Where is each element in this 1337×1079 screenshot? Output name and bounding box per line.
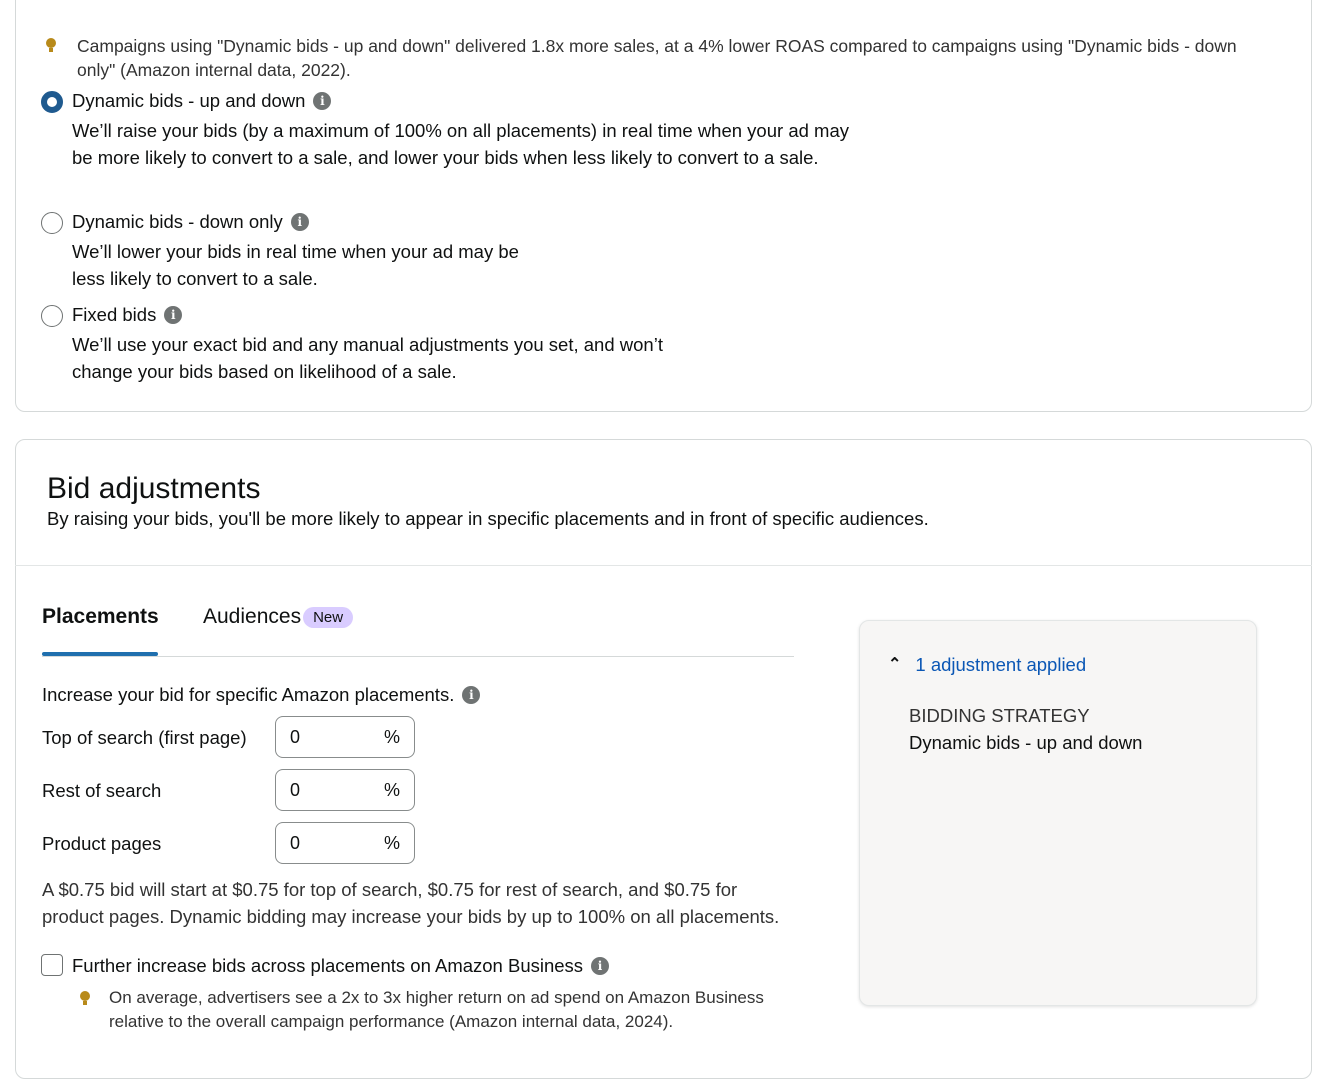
bid-note: A $0.75 bid will start at $0.75 for top of search, $0.75 for rest of search, and $0.75 for bbox=[42, 879, 738, 900]
top-of-search-input[interactable] bbox=[275, 716, 415, 758]
info-icon[interactable]: i bbox=[591, 957, 609, 975]
placement-label: Rest of search bbox=[42, 780, 162, 801]
lightbulb-icon bbox=[46, 38, 56, 52]
info-icon[interactable]: i bbox=[313, 92, 331, 110]
radio-button[interactable] bbox=[41, 305, 63, 327]
business-tip bbox=[80, 986, 800, 1034]
toggle-label: 1 adjustment applied bbox=[915, 654, 1087, 675]
checkbox-label: Further increase bids across placements on Amazon Business bbox=[72, 955, 584, 976]
placements-intro bbox=[42, 684, 480, 706]
option-description: We’ll use your exact bid and any manual adjustments you set, and won’t change your bids based on likelihood of a sale. bbox=[72, 334, 663, 382]
input-value: 0 bbox=[290, 833, 301, 853]
tab-divider bbox=[42, 656, 794, 657]
chevron-up-icon: ⌃ bbox=[888, 656, 902, 673]
info-icon[interactable]: i bbox=[164, 306, 182, 324]
tab-label: Audiences bbox=[203, 605, 302, 628]
lightbulb-icon bbox=[80, 991, 90, 1005]
option-label: Dynamic bids - up and down bbox=[72, 90, 306, 111]
adjustments-toggle[interactable] bbox=[888, 654, 1086, 676]
amazon-business-label bbox=[72, 955, 609, 977]
new-badge: New bbox=[303, 607, 353, 628]
percent-unit: % bbox=[383, 780, 400, 800]
tab-placements[interactable]: Placements bbox=[42, 605, 159, 628]
tip-text: Campaigns using "Dynamic bids - up and down" delivered 1.8x more sales, at a 4% lower ROAS compared to campaigns using "Dynamic bids - down only" (Amazon internal data, 2022). bbox=[77, 36, 1237, 80]
option-description: We’ll lower your bids in real time when your ad may be less likely to convert to a sale. bbox=[72, 241, 519, 289]
active-tab-indicator bbox=[42, 652, 158, 656]
summary-heading: BIDDING STRATEGY bbox=[909, 705, 1090, 726]
info-icon[interactable]: i bbox=[462, 686, 480, 704]
amazon-business-checkbox[interactable] bbox=[41, 954, 63, 976]
option-description: We’ll raise your bids (by a maximum of 100% on all placements) in real time when your ad may be more likely to convert to a sale, and lower your bids when less likely to convert to a sale. bbox=[72, 120, 849, 168]
placement-label: Top of search (first page) bbox=[42, 727, 247, 748]
summary-value: Dynamic bids - up and down bbox=[909, 732, 1143, 753]
section-title: Bid adjustments bbox=[47, 472, 261, 505]
rest-of-search-input[interactable] bbox=[275, 769, 415, 811]
tab-audiences[interactable] bbox=[203, 605, 353, 629]
info-icon[interactable]: i bbox=[291, 213, 309, 231]
adjustments-summary-panel bbox=[859, 620, 1257, 1006]
radio-button[interactable] bbox=[41, 212, 63, 234]
option-label: Dynamic bids - down only bbox=[72, 211, 283, 232]
input-value: 0 bbox=[290, 780, 301, 800]
placement-label: Product pages bbox=[42, 833, 162, 854]
input-value: 0 bbox=[290, 727, 301, 747]
bid-note: product pages. Dynamic bidding may increase your bids by up to 100% on all placements. bbox=[42, 906, 780, 927]
tip-text: On average, advertisers see a 2x to 3x higher return on ad spend on Amazon Business relative to the overall campaign performance (Amazon internal data, 2024). bbox=[109, 988, 764, 1031]
radio-button[interactable] bbox=[41, 91, 63, 113]
section-subtitle: By raising your bids, you'll be more likely to appear in specific placements and in front of specific audiences. bbox=[47, 508, 929, 529]
intro-text: Increase your bid for specific Amazon placements. bbox=[42, 684, 455, 705]
option-label: Fixed bids bbox=[72, 304, 157, 325]
bidding-tip bbox=[46, 34, 1256, 82]
percent-unit: % bbox=[383, 833, 400, 853]
product-pages-input[interactable] bbox=[275, 822, 415, 864]
divider bbox=[15, 565, 1312, 566]
percent-unit: % bbox=[383, 727, 400, 747]
